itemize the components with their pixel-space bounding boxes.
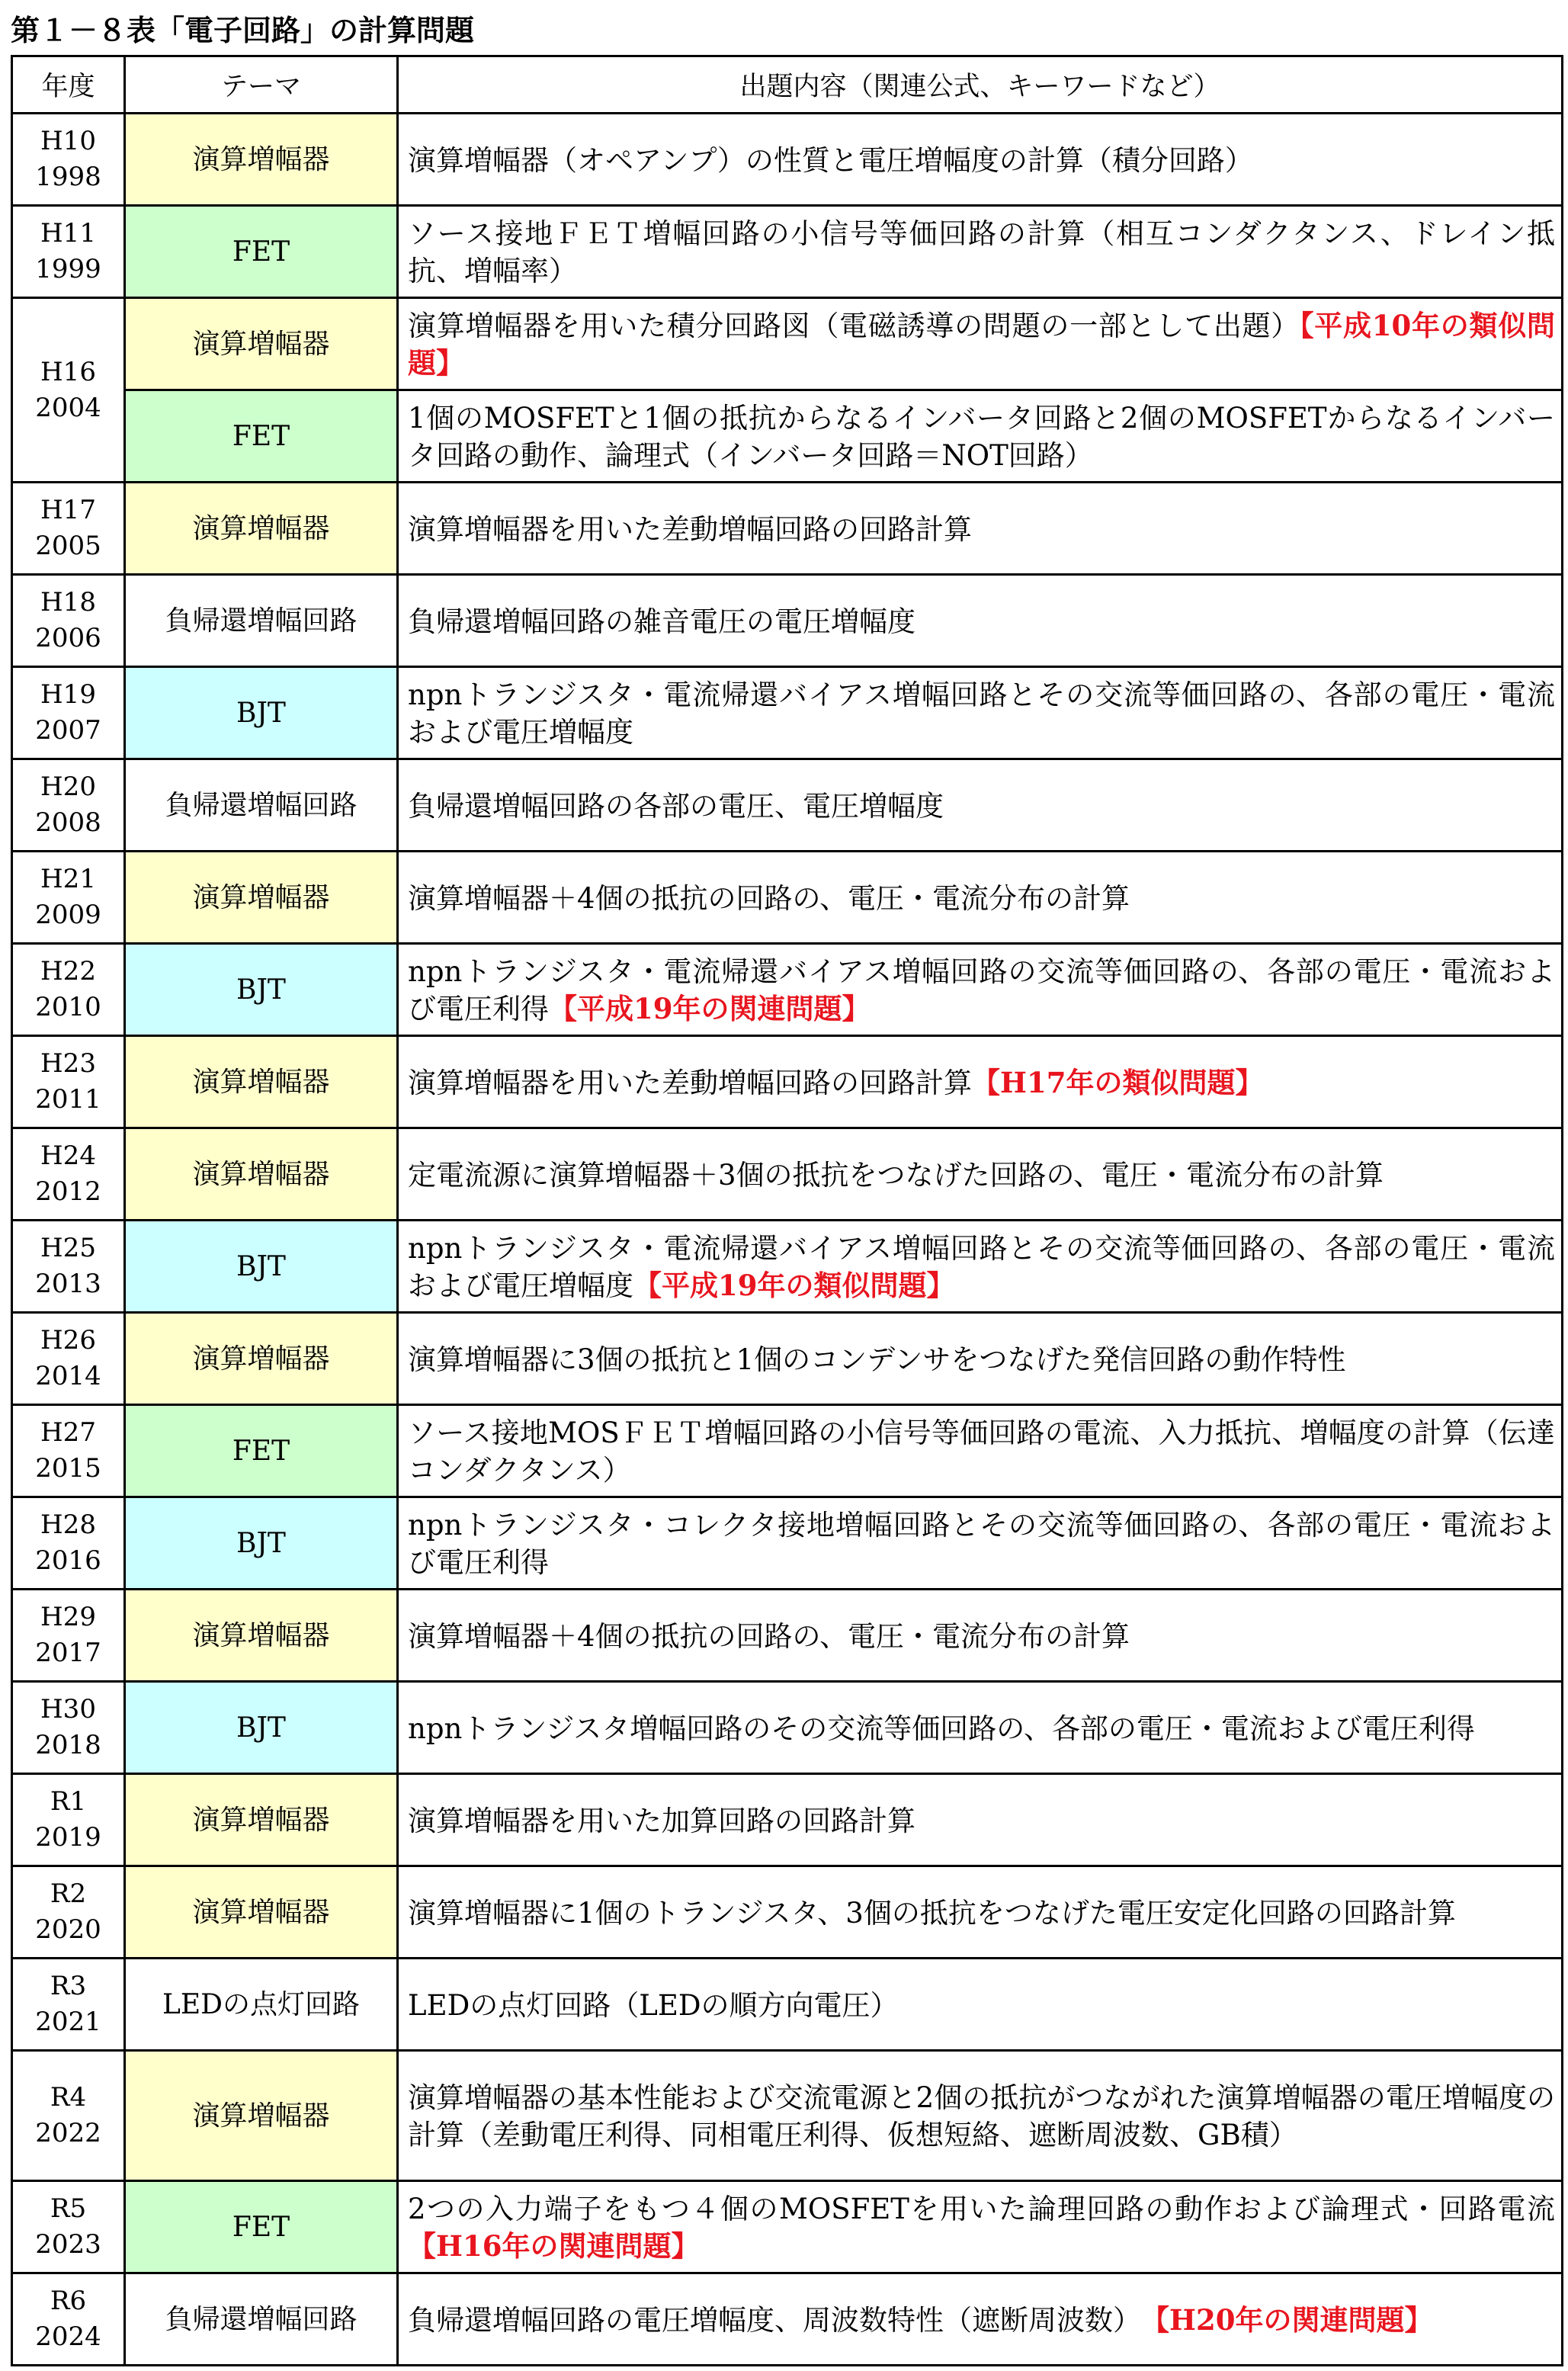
theme-cell: 負帰還増幅回路 — [125, 759, 398, 852]
year-label: 2020 — [35, 1914, 101, 1945]
content-text: 演算増幅器＋4個の抵抗の回路の、電圧・電流分布の計算 — [408, 881, 1130, 915]
content-cell — [398, 1221, 1563, 1313]
content-text: 負帰還増幅回路の電圧増幅度、周波数特性（遮断周波数） — [408, 2303, 1156, 2337]
related-note: 【H17年の類似問題】 — [972, 1065, 1264, 1099]
year-label: 2008 — [35, 807, 101, 838]
content-cell — [398, 1497, 1563, 1590]
year-label: 2007 — [35, 715, 101, 746]
table-row — [12, 1866, 1563, 1959]
table-row — [12, 114, 1563, 206]
content-text: 演算増幅器の基本性能および交流電源と2個の抵抗がつながれた演算増幅器の電圧増幅度の計算（差動電圧利得、同相電圧利得、仮想短絡、遮断周波数、GB積） — [408, 2081, 1555, 2151]
content-cell — [398, 206, 1563, 298]
content-cell — [398, 667, 1563, 759]
era-label: H18 — [40, 587, 96, 618]
theme-cell: 演算増幅器 — [125, 1590, 398, 1682]
theme-cell: 負帰還増幅回路 — [125, 575, 398, 667]
content-text: 演算増幅器を用いた差動増幅回路の回路計算 — [408, 1066, 972, 1099]
theme-cell: BJT — [125, 944, 398, 1036]
content-cell — [398, 1313, 1563, 1405]
year-cell — [12, 483, 125, 575]
year-label: 2010 — [35, 992, 101, 1022]
era-label: H23 — [40, 1048, 96, 1079]
theme-cell: 演算増幅器 — [125, 1128, 398, 1221]
era-label: R6 — [50, 2286, 87, 2316]
year-label: 1998 — [35, 162, 101, 192]
table-row — [12, 575, 1563, 667]
header-year: 年度 — [12, 56, 125, 114]
table-row — [12, 206, 1563, 298]
table-row — [12, 759, 1563, 852]
year-cell — [12, 2181, 125, 2273]
table-title: 第１－８表「電子回路」の計算問題 — [11, 14, 475, 47]
content-text: 定電流源に演算増幅器＋3個の抵抗をつなげた回路の、電圧・電流分布の計算 — [408, 1158, 1384, 1192]
table-row — [12, 1128, 1563, 1221]
year-cell — [12, 1866, 125, 1959]
theme-cell: BJT — [125, 667, 398, 759]
year-cell — [12, 114, 125, 206]
year-label: 2006 — [35, 623, 101, 653]
year-cell — [12, 1682, 125, 1774]
table-body — [12, 114, 1563, 2366]
year-label: 2016 — [35, 1545, 101, 1576]
theme-cell: 演算増幅器 — [125, 852, 398, 944]
year-label: 2009 — [35, 900, 101, 930]
year-cell — [12, 1590, 125, 1682]
year-label: 2021 — [35, 2007, 101, 2037]
content-text: 2つの入力端子をもつ４個のMOSFETを用いた論理回路の動作および論理式・回路電流 — [408, 2193, 1555, 2225]
era-label: R3 — [50, 1971, 87, 2001]
year-label: 2024 — [35, 2321, 101, 2352]
year-cell — [12, 1405, 125, 1497]
year-cell — [12, 1221, 125, 1313]
table-row — [12, 1682, 1563, 1774]
era-label: H10 — [40, 126, 96, 156]
content-text: npnトランジスタ・電流帰還バイアス増幅回路とその交流等価回路の、各部の電圧・電流および電圧増幅度 — [408, 679, 1555, 749]
content-text: 演算増幅器を用いた加算回路の回路計算 — [408, 1804, 915, 1837]
content-text: LEDの点灯回路（LEDの順方向電圧） — [408, 1988, 899, 2022]
table-row — [12, 1959, 1563, 2051]
era-label: H28 — [40, 1510, 96, 1540]
content-text: npnトランジスタ・コレクタ接地増幅回路とその交流等価回路の、各部の電圧・電流および電圧利得 — [408, 1509, 1555, 1579]
theme-cell: 演算増幅器 — [125, 114, 398, 206]
theme-cell: BJT — [125, 1221, 398, 1313]
theme-cell: 演算増幅器 — [125, 1774, 398, 1866]
theme-cell: FET — [125, 1405, 398, 1497]
content-cell — [398, 1682, 1563, 1774]
content-cell — [398, 483, 1563, 575]
era-label: H21 — [40, 864, 96, 894]
era-label: H16 — [40, 356, 96, 387]
year-cell — [12, 2051, 125, 2181]
year-label: 2005 — [35, 531, 101, 561]
table-row — [12, 2051, 1563, 2181]
content-cell — [398, 1959, 1563, 2051]
header-theme: テーマ — [125, 56, 398, 114]
content-text: npnトランジスタ・電流帰還バイアス増幅回路とその交流等価回路の、各部の電圧・電流および電圧増幅度 — [408, 1232, 1555, 1302]
content-text: 負帰還増幅回路の各部の電圧、電圧増幅度 — [408, 789, 944, 823]
theme-cell: 演算増幅器 — [125, 483, 398, 575]
year-label: 2013 — [35, 1269, 101, 1299]
theme-cell: 演算増幅器 — [125, 298, 398, 390]
era-label: R4 — [50, 2082, 87, 2113]
theme-cell: 演算増幅器 — [125, 1313, 398, 1405]
header-row — [12, 56, 1563, 114]
table-row — [12, 1036, 1563, 1128]
content-text: 演算増幅器を用いた積分回路図（電磁誘導の問題の一部として出題） — [408, 310, 1300, 342]
year-cell — [12, 944, 125, 1036]
content-cell — [398, 1866, 1563, 1959]
year-label: 2004 — [35, 392, 101, 423]
content-cell — [398, 390, 1563, 483]
content-text: 1個のMOSFETと1個の抵抗からなるインバータ回路と2個のMOSFETからなるインバータ回路の動作、論理式（インバータ回路＝NOT回路） — [408, 402, 1555, 472]
content-cell — [398, 944, 1563, 1036]
exam-table — [11, 55, 1563, 2366]
year-label: 2019 — [35, 1822, 101, 1853]
era-label: R5 — [50, 2193, 87, 2224]
year-cell — [12, 575, 125, 667]
year-cell — [12, 759, 125, 852]
table-row — [12, 298, 1563, 390]
content-cell — [398, 1774, 1563, 1866]
table-row — [12, 390, 1563, 483]
year-label: 2023 — [35, 2229, 101, 2260]
table-row — [12, 2181, 1563, 2273]
table-row — [12, 1405, 1563, 1497]
related-note: 【平成19年の関連問題】 — [549, 992, 871, 1025]
year-cell — [12, 1036, 125, 1128]
theme-cell: BJT — [125, 1497, 398, 1590]
era-label: H24 — [40, 1141, 96, 1171]
theme-cell: 演算増幅器 — [125, 1036, 398, 1128]
content-text: ソース接地MOSＦＥＴ増幅回路の小信号等価回路の電流、入力抵抗、増幅度の計算（伝達コンダクタンス） — [408, 1417, 1555, 1487]
year-label: 2011 — [35, 1084, 101, 1115]
content-cell — [398, 114, 1563, 206]
year-cell — [12, 1774, 125, 1866]
content-cell — [398, 2181, 1563, 2273]
table-row — [12, 944, 1563, 1036]
era-label: H27 — [40, 1417, 96, 1448]
year-cell — [12, 2273, 125, 2366]
era-label: H25 — [40, 1233, 96, 1263]
content-cell — [398, 852, 1563, 944]
table-row — [12, 667, 1563, 759]
era-label: H19 — [40, 679, 96, 710]
content-cell — [398, 1036, 1563, 1128]
theme-cell: 演算増幅器 — [125, 1866, 398, 1959]
content-text: npnトランジスタ増幅回路のその交流等価回路の、各部の電圧・電流および電圧利得 — [408, 1712, 1475, 1745]
year-cell — [12, 298, 125, 483]
content-text: 演算増幅器に3個の抵抗と1個のコンデンサをつなげた発信回路の動作特性 — [408, 1343, 1346, 1376]
table-row — [12, 1774, 1563, 1866]
header-content: 出題内容（関連公式、キーワードなど） — [398, 56, 1563, 114]
content-text: 演算増幅器（オペアンプ）の性質と電圧増幅度の計算（積分回路） — [408, 143, 1253, 177]
table-row — [12, 2273, 1563, 2366]
year-label: 1999 — [35, 254, 101, 284]
theme-cell: FET — [125, 2181, 398, 2273]
content-cell — [398, 2273, 1563, 2366]
era-label: H11 — [40, 218, 96, 249]
year-label: 2017 — [35, 1638, 101, 1668]
related-note: 【平成10年の類似問題】 — [408, 309, 1556, 380]
table-row — [12, 1497, 1563, 1590]
era-label: H30 — [40, 1694, 96, 1725]
theme-cell: 負帰還増幅回路 — [125, 2273, 398, 2366]
year-cell — [12, 1128, 125, 1221]
content-cell — [398, 759, 1563, 852]
table-row — [12, 852, 1563, 944]
content-text: 負帰還増幅回路の雑音電圧の電圧増幅度 — [408, 605, 915, 638]
year-label: 2012 — [35, 1176, 101, 1207]
content-text: 演算増幅器に1個のトランジスタ、3個の抵抗をつなげた電圧安定化回路の回路計算 — [408, 1896, 1456, 1930]
content-cell — [398, 298, 1563, 390]
era-label: R2 — [50, 1879, 87, 1909]
related-note: 【平成19年の類似問題】 — [633, 1269, 955, 1302]
year-cell — [12, 206, 125, 298]
content-cell — [398, 2051, 1563, 2181]
era-label: H26 — [40, 1325, 96, 1356]
content-cell — [398, 1590, 1563, 1682]
era-label: H20 — [40, 772, 96, 802]
content-text: ソース接地ＦＥＴ増幅回路の小信号等価回路の計算（相互コンダクタンス、ドレイン抵抗、増幅率） — [408, 217, 1555, 287]
year-cell — [12, 667, 125, 759]
table-row — [12, 1313, 1563, 1405]
related-note: 【H20年の関連問題】 — [1155, 2302, 1433, 2337]
year-cell — [12, 1959, 125, 2051]
year-cell — [12, 1497, 125, 1590]
year-cell — [12, 1313, 125, 1405]
year-label: 2015 — [35, 1453, 101, 1484]
theme-cell: FET — [125, 390, 398, 483]
related-note: 【H16年の関連問題】 — [408, 2229, 700, 2263]
year-label: 2014 — [35, 1361, 101, 1391]
year-label: 2018 — [35, 1730, 101, 1760]
content-cell — [398, 1405, 1563, 1497]
year-label: 2022 — [35, 2118, 101, 2148]
era-label: H29 — [40, 1602, 96, 1632]
content-text: 演算増幅器を用いた差動増幅回路の回路計算 — [408, 512, 972, 546]
era-label: H17 — [40, 495, 96, 525]
theme-cell: BJT — [125, 1682, 398, 1774]
content-text: 演算増幅器＋4個の抵抗の回路の、電圧・電流分布の計算 — [408, 1619, 1130, 1653]
table-row — [12, 1221, 1563, 1313]
table-row — [12, 1590, 1563, 1682]
theme-cell: 演算増幅器 — [125, 2051, 398, 2181]
year-cell — [12, 852, 125, 944]
content-cell — [398, 575, 1563, 667]
theme-cell: LEDの点灯回路 — [125, 1959, 398, 2051]
content-cell — [398, 1128, 1563, 1221]
table-row — [12, 483, 1563, 575]
era-label: H22 — [40, 956, 96, 987]
era-label: R1 — [50, 1786, 87, 1817]
content-text: npnトランジスタ・電流帰還バイアス増幅回路の交流等価回路の、各部の電圧・電流および電圧利得 — [408, 955, 1555, 1025]
theme-cell: FET — [125, 206, 398, 298]
